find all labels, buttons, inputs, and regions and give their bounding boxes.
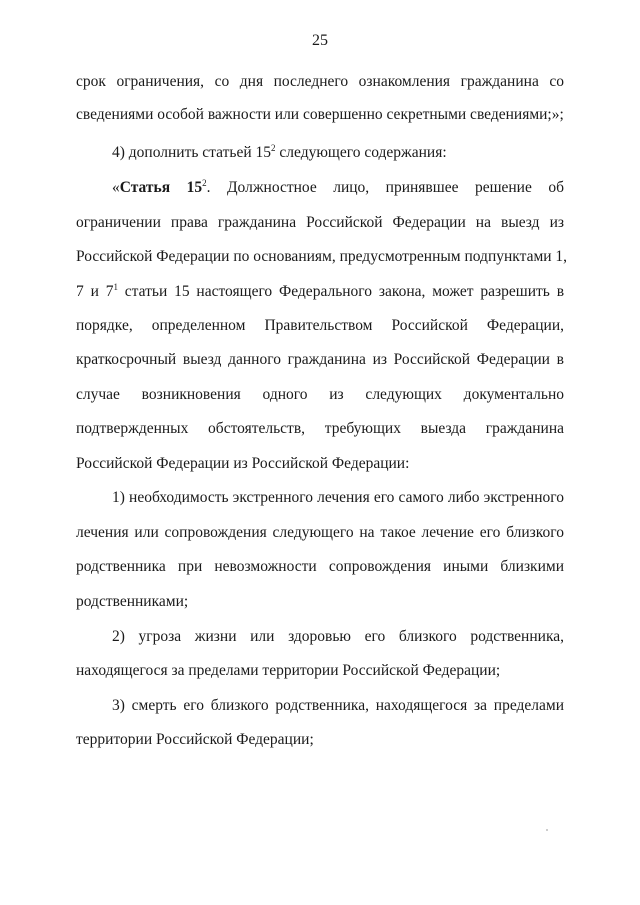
text-fragment: статьи 15 настоящего Федерального закона, может разрешить в [117, 283, 565, 300]
text-line [76, 282, 564, 302]
text-line: порядке, определенном Правительством Российской Федерации, [76, 317, 564, 334]
superscript: 1 [113, 281, 118, 292]
text-line: территории Российской Федерации; [76, 731, 314, 748]
quote-mark: « [112, 179, 120, 196]
text-line [112, 143, 564, 163]
text-line: Российской Федерации из Российской Федерации: [76, 455, 410, 472]
text-line: родственниками; [76, 593, 189, 610]
text-line: лечения или сопровождения следующего на такое лечение его близкого [76, 524, 564, 541]
text-line: краткосрочный выезд данного гражданина из Российской Федерации в [76, 351, 564, 368]
page-number: 25 [312, 32, 328, 49]
text-line: 3) смерть его близкого родственника, находящегося за пределами [112, 697, 564, 714]
text-line: случае возникновения одного из следующих документально [76, 386, 564, 403]
text-line: срок ограничения, со дня последнего ознакомления гражданина со [76, 73, 564, 90]
text-fragment: 4) дополнить статьей 15 [112, 144, 272, 161]
superscript: 2 [271, 142, 276, 153]
text-line: 1) необходимость экстренного лечения его самого либо экстренного [112, 489, 564, 506]
text-line: находящегося за пределами территории Российской Федерации; [76, 662, 501, 679]
superscript: 2 [202, 177, 207, 188]
text-fragment: следующего содержания: [275, 144, 447, 161]
text-fragment: 7 и 7 [76, 283, 114, 300]
text-fragment: . Должностное лицо, принявшее решение об [206, 179, 564, 196]
text-line: Российской Федерации по основаниям, предусмотренным подпунктами 1, [76, 248, 568, 265]
text-line: 2) угроза жизни или здоровью его близкого родственника, [112, 628, 564, 645]
text-line: родственника при невозможности сопровождения иными близкими [76, 558, 564, 575]
text-line: сведениями особой важности или совершенно секретными сведениями;»; [76, 106, 564, 123]
text-line: ограничении права гражданина Российской Федерации на выезд из [76, 214, 564, 231]
scan-speck [546, 829, 548, 831]
article-heading-line [112, 178, 564, 198]
article-title: Статья 15 [119, 179, 203, 196]
text-line: подтвержденных обстоятельств, требующих выезда гражданина [76, 420, 564, 437]
